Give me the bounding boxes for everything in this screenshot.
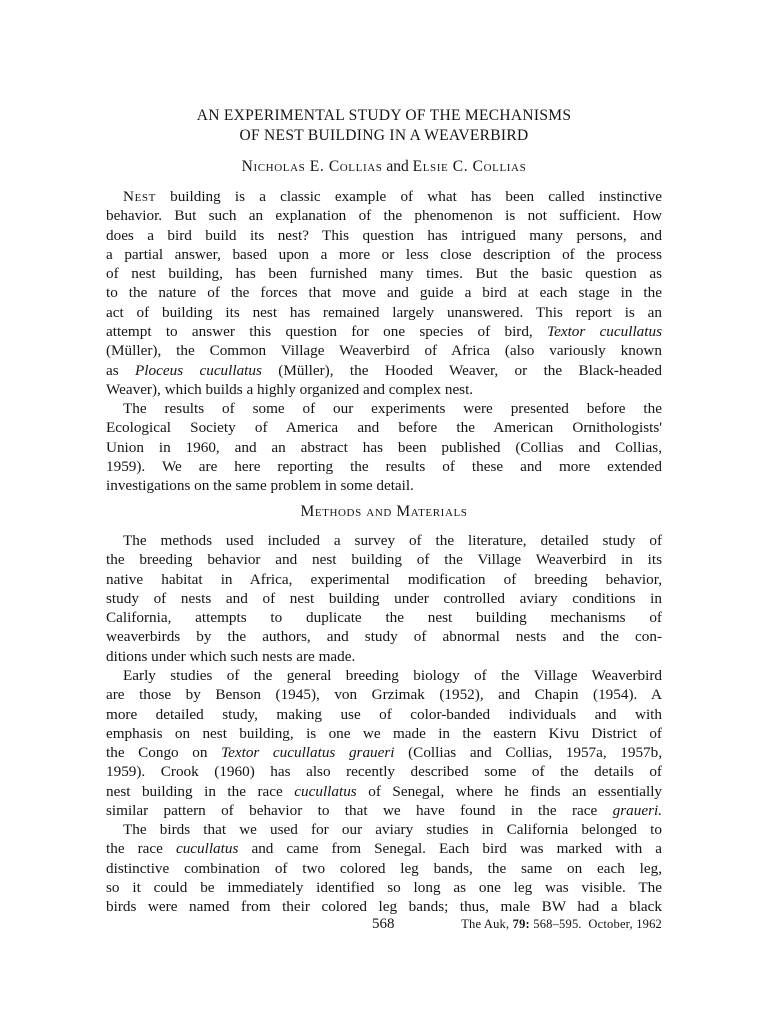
text-line [106,361,662,380]
text-line: Ecological Society of America and before the American Ornithologists' [106,419,662,437]
text-run: the Congo on [106,744,208,762]
text-line: are those by Benson (1945), von Grzimak (1952), and Chapin (1954). A [106,686,662,704]
text-line: California, attempts to duplicate the nest building mechanisms of [106,609,662,627]
text-line: ditions under which such nests are made. [106,647,356,665]
title-line-2: OF NEST BUILDING IN A WEAVERBIRD [239,127,529,144]
methods-paragraph-1 [106,531,662,666]
text-line: study of nests and of nest building under controlled aviary conditions in [106,589,662,607]
text-run: (Collias and Collias, 1957a, 1957b, [408,744,663,762]
species-name: Ploceus cucullatus [135,361,262,379]
page-number: 568 [372,916,395,932]
text-run: and came from Senegal. Each bird was marked with a [251,840,663,858]
text-line: native habitat in Africa, experimental modification of breeding behavior, [106,570,662,588]
text-run: nest building in the race [106,782,283,800]
methods-paragraph-3 [106,820,662,916]
journal-volume: 79: [512,917,530,931]
text-line: distinctive combination of two colored leg bands, the same on each leg, [106,859,662,877]
text-run: attempt to answer this question for one species of bird, [106,323,533,341]
intro-paragraph-2 [106,399,662,495]
text-run: building is a classic example of what has been called instinctive [155,188,662,205]
text-line [106,322,662,341]
article-title [100,106,668,146]
journal-name: The Auk, [461,917,510,931]
section-heading: Methods and Materials [300,503,468,520]
text-run: similar pattern of behavior to that we have found in the race [106,802,598,820]
text-line: behavior. But such an explanation of the phenomenon is not sufficient. How [106,207,662,225]
methods-paragraph-2 [106,666,662,820]
text-line: weaverbirds by the authors, and study of abnormal nests and the con- [106,628,662,646]
text-line: 1959). We are here reporting the results of these and more extended [106,457,662,475]
issue-date: October, 1962 [588,917,662,931]
author-name: Nicholas E. Collias [241,158,383,175]
text-line: Weaver), which builds a highly organized and complex nest. [106,380,474,398]
text-line: The birds that we used for our aviary studies in California belonged to [123,821,662,838]
text-line: of nest building, has been furnished many times. But the basic question as [106,265,662,283]
text-line [106,801,662,820]
text-line: act of building its nest has remained largely unanswered. This report is an [106,303,662,321]
species-name: Textor cucullatus graueri [221,744,395,762]
text-line: The methods used included a survey of the literature, detailed study of [123,532,662,549]
title-line-1: AN EXPERIMENTAL STUDY OF THE MECHANISMS [196,107,572,124]
text-line: the breeding behavior and nest building of the Village Weaverbird in its [106,551,662,569]
text-run: the race [106,840,163,858]
text-line: Union in 1960, and an abstract has been published (Collias and Collias, [106,438,662,456]
text-line: emphasis on nest building, is one we made in the eastern Kivu District of [106,724,662,742]
race-name: graueri. [612,802,662,820]
species-name: Textor cucullatus [547,323,662,341]
text-run: (Müller), the Hooded Weaver, or the Black-headed [278,361,662,379]
text-line: a partial answer, based upon a more or less close description of the process [106,245,662,263]
journal-citation [461,915,662,933]
text-line [106,782,662,801]
author-conjunction: and [386,158,409,175]
text-line: birds were named from their colored leg bands; thus, male BW had a black [106,898,662,916]
text-line: Early studies of the general breeding biology of the Village Weaverbird [123,667,662,684]
race-name: cucullatus [294,782,357,800]
race-name: cucullatus [175,840,239,858]
drop-word: Nest [123,188,156,205]
text-line: to the nature of the forces that move and guide a bird at each stage in the [106,284,662,302]
text-line: more detailed study, making use of color-banded individuals and with [106,705,662,723]
text-run: of Senegal, where he finds an essentially [368,782,663,800]
text-line [106,743,662,762]
intro-paragraph-1 [106,187,662,399]
text-line: 1959). Crook (1960) has also recently described some of the details of [106,763,662,781]
text-run: as [106,361,119,379]
text-line: The results of some of our experiments were presented before the [123,400,662,417]
text-line [106,839,662,858]
text-line: does a bird build its nest? This question has intrigued many persons, and [106,226,662,244]
text-line: (Müller), the Common Village Weaverbird of Africa (also variously known [106,342,662,360]
author-name: Elsie C. Collias [412,158,527,175]
page-range: 568–595. [533,917,582,931]
page-footer [372,915,662,933]
text-line [106,187,662,206]
text-line: so it could be immediately identified so long as one leg was visible. The [106,878,662,896]
text-line: investigations on the same problem in some detail. [106,477,414,495]
author-byline [100,157,668,177]
